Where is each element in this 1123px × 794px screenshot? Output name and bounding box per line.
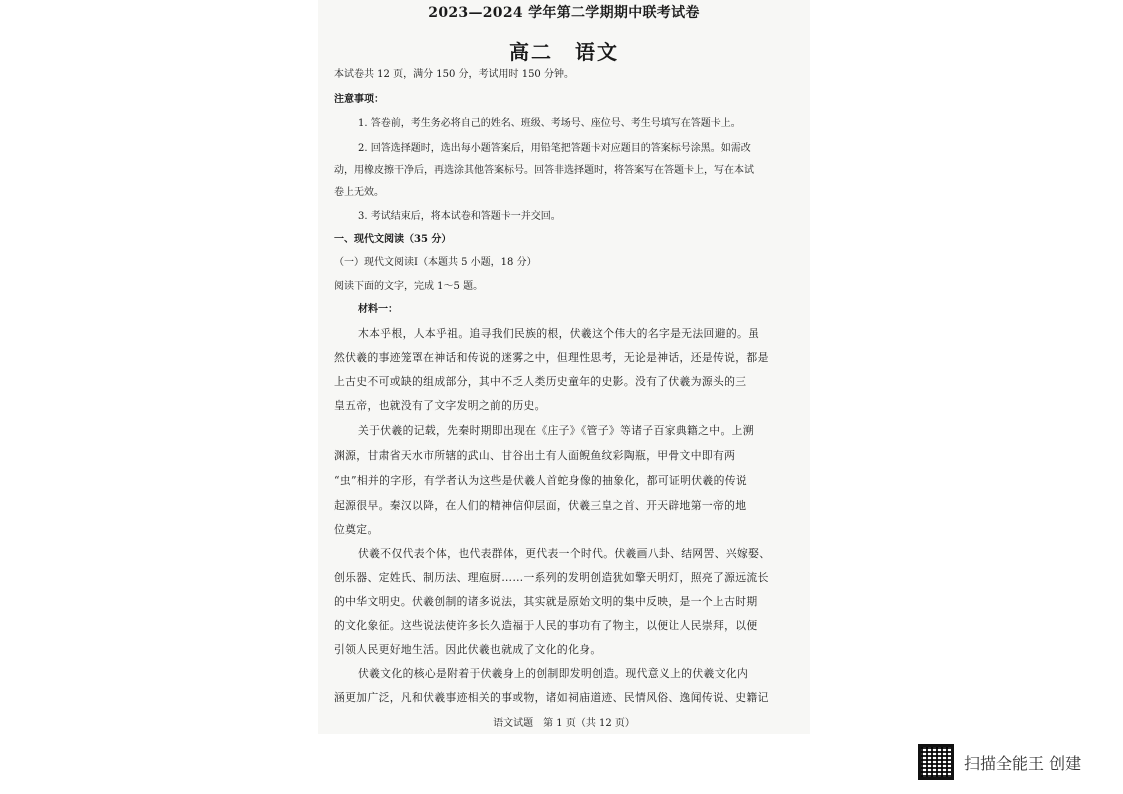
body-line: 位奠定。 [334, 523, 379, 536]
scanner-watermark [918, 744, 1081, 780]
body-line: 伏羲文化的核心是附着于伏羲身上的创制即发明创造。现代意义上的伏羲文化内 [358, 667, 749, 680]
body-line: “虫”相并的字形，有学者认为这些是伏羲人首蛇身像的抽象化，都可证明伏羲的传说 [334, 474, 748, 487]
notice-heading: 注意事项： [334, 94, 384, 105]
scanner-label: 扫描全能王 创建 [964, 753, 1082, 773]
body-line: 然伏羲的事迹笼罩在神话和传说的迷雾之中，但理性思考，无论是神话，还是传说，都是 [334, 351, 769, 364]
body-line: 木本乎根，人本乎祖。追寻我们民族的根，伏羲这个伟大的名字是无法回避的。虽 [358, 327, 760, 340]
exam-page [318, 0, 810, 734]
exam-intro: 本试卷共 12 页，满分 150 分，考试用时 150 分钟。 [334, 69, 574, 80]
body-line: 起源很早。秦汉以降，在人们的精神信仰层面，伏羲三皇之首、开天辟地第一帝的地 [334, 499, 747, 512]
body-line: 关于伏羲的记载，先秦时期即出现在《庄子》《管子》等诸子百家典籍之中。上溯 [358, 424, 754, 437]
notice-1: 1. 答卷前，考生务必将自己的姓名、班级、考场号、座位号、考生号填写在答题卡上。 [358, 118, 741, 129]
section-heading: 一、现代文阅读（35 分） [334, 234, 452, 245]
notice-3: 3. 考试结束后，将本试卷和答题卡一并交回。 [358, 211, 561, 222]
body-line: 渊源，甘肃省天水市所辖的武山、甘谷出土有人面鲵鱼纹彩陶瓶，甲骨文中即有两 [334, 449, 736, 462]
subsection-heading: （一）现代文阅读Ⅰ（本题共 5 小题，18 分） [334, 257, 537, 268]
body-line: 上古史不可或缺的组成部分，其中不乏人类历史童年的史影。没有了伏羲为源头的三 [334, 375, 747, 388]
exam-title: 2023—2024 学年第二学期期中联考试卷 [428, 5, 700, 21]
page-footer: 语文试题 第 1 页（共 12 页） [493, 718, 635, 729]
body-line: 创乐器、定姓氏、制历法、理庖厨……一系列的发明创造犹如擎天明灯，照亮了源远流长 [334, 571, 769, 584]
exam-subject: 高二 语文 [509, 40, 619, 64]
body-line: 涵更加广泛，凡和伏羲事迹相关的事或物，诸如祠庙道迹、民情风俗、逸闻传说、史籍记 [334, 691, 769, 704]
notice-2: 2. 回答选择题时，选出每小题答案后，用铅笔把答题卡对应题目的答案标号涂黑。如需改 [358, 143, 751, 154]
body-line: 的文化象征。这些说法使许多长久造福于人民的事功有了物主，以便让人民崇拜，以便 [334, 619, 758, 632]
body-line: 的中华文明史。伏羲创制的诸多说法，其实就是原始文明的集中反映，是一个上古时期 [334, 595, 758, 608]
reading-instruction: 阅读下面的文字，完成 1～5 题。 [334, 281, 484, 292]
body-line: 引领人民更好地生活。因此伏羲也就成了文化的化身。 [334, 643, 602, 656]
body-line: 伏羲不仅代表个体，也代表群体，更代表一个时代。伏羲画八卦、结网罟、兴嫁娶、 [358, 547, 771, 560]
material-label: 材料一： [358, 304, 398, 315]
notice-2-end: 卷上无效。 [334, 187, 384, 198]
qr-code-icon [918, 744, 954, 780]
body-line: 皇五帝，也就没有了文字发明之前的历史。 [334, 399, 546, 412]
notice-2-cont: 动，用橡皮擦干净后，再选涂其他答案标号。回答非选择题时，将答案写在答题卡上，写在本试 [334, 165, 754, 176]
